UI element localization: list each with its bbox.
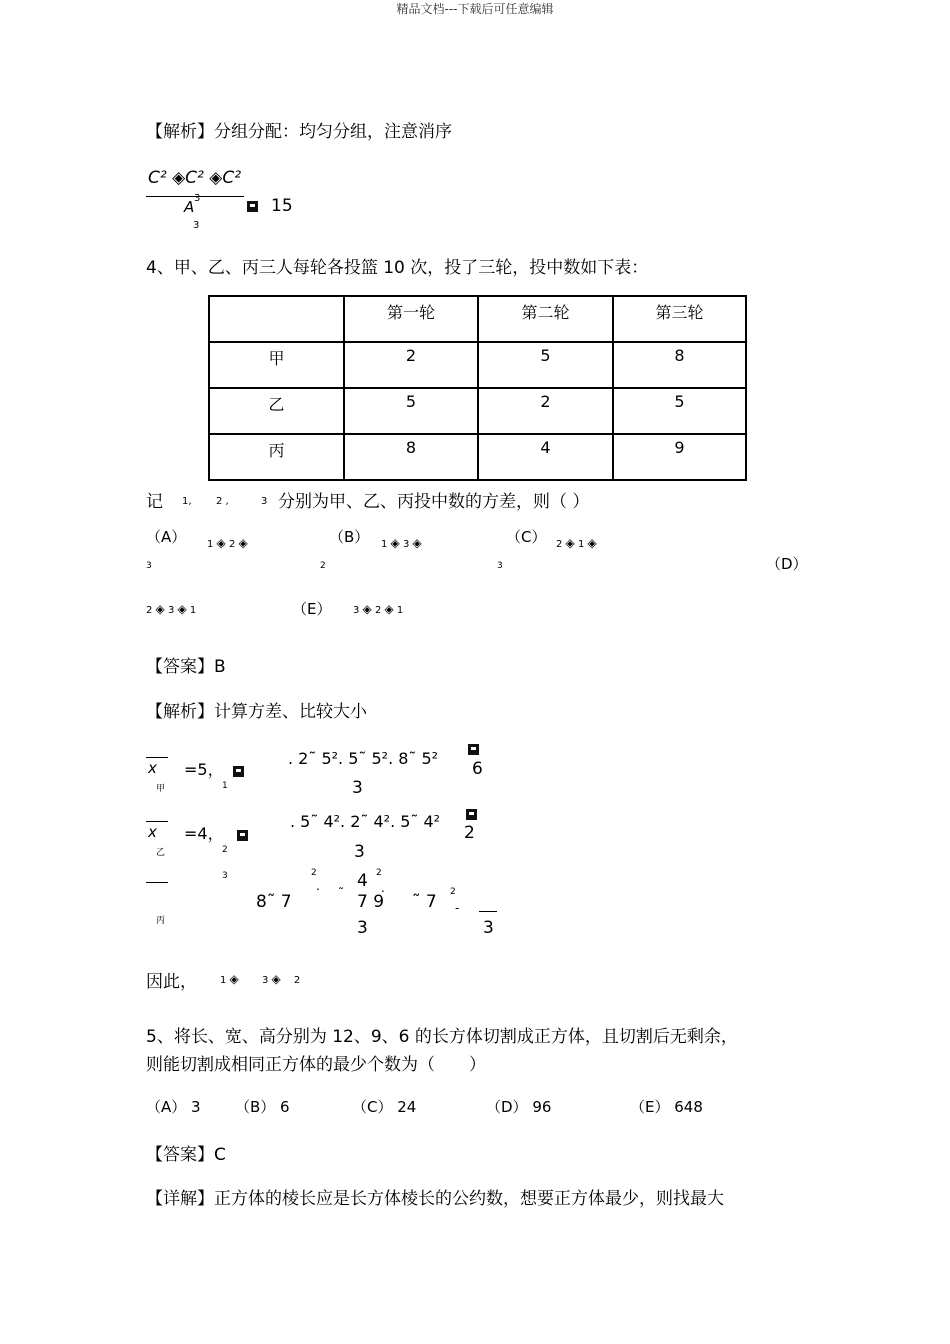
superscript-2: 2 [311, 868, 317, 878]
table-cell: 丙 [209, 434, 344, 480]
dash: - [455, 901, 460, 915]
numerator-3-part-d: ˜ 7 [412, 892, 437, 912]
subscript-3: 3 [261, 496, 268, 507]
question-5-stem-line-2: 则能切割成相同正方体的最少个数为（ ） [146, 1055, 486, 1075]
table-cell: 第二轮 [478, 296, 613, 342]
box-icon [466, 804, 477, 823]
numerator-3-part-b: 8˜ 7 [256, 892, 292, 912]
mean-x-2: x [148, 823, 157, 841]
table-cell: 2 [344, 342, 478, 388]
option-c-tail: 3 [497, 561, 503, 571]
option-d-expr: 2 ◈ 3 ◈ 1 [146, 602, 197, 616]
option-a-label: （A） [146, 528, 187, 546]
option-b-expr: 1 ◈ 3 ◈ [381, 536, 422, 550]
option-b-tail: 2 [320, 561, 326, 571]
table-cell: 8 [344, 434, 478, 480]
table-cell: 4 [478, 434, 613, 480]
superscript-2: 2 [450, 887, 456, 897]
option-c-expr: 2 ◈ 1 ◈ [556, 536, 597, 550]
question-4-analysis: 【解析】计算方差、比较大小 [146, 702, 367, 722]
denominator-2: 3 [354, 842, 365, 862]
table-cell: 8 [613, 342, 746, 388]
mean-subscript-jia: 甲 [156, 784, 166, 794]
mean-bar-icon [146, 882, 168, 883]
denominator-1: 3 [352, 778, 363, 798]
question-5-answer: 【答案】C [146, 1145, 226, 1165]
numerator-1: . 2˜ 5². 5˜ 5². 8˜ 5² [288, 749, 439, 768]
question-5-stem-line-1: 5、将长、宽、高分别为 12、9、6 的长方体切割成正方体，且切割后无剩余， [146, 1027, 738, 1047]
mean-subscript-bing: 丙 [156, 916, 166, 926]
mean-2-value: =4， [184, 824, 224, 843]
table-header-row [209, 296, 746, 342]
dot: . [381, 881, 385, 895]
option-a-expr: 1 ◈ 2 ◈ [207, 536, 248, 550]
option-e-label: （E） [292, 600, 332, 618]
option-b-label: （B） [329, 528, 370, 546]
box-icon [468, 739, 479, 758]
superscript-2: 2 [376, 868, 382, 878]
table-cell: 乙 [209, 388, 344, 434]
question-4-answer: 【答案】B [146, 657, 226, 677]
option-e: （E） 648 [630, 1098, 703, 1116]
tilde: ˜ [338, 886, 344, 900]
table-row [209, 388, 746, 434]
fraction-bar [479, 911, 497, 912]
dot: . [316, 879, 320, 893]
table-cell [209, 296, 344, 342]
analysis-heading: 【解析】分组分配：均匀分组，注意消序 [146, 122, 452, 142]
option-b: （B） 6 [235, 1098, 290, 1116]
table-cell: 甲 [209, 342, 344, 388]
numerator-3-part-c: 7 9 [357, 892, 385, 912]
subscript-1: 1, [182, 496, 192, 507]
subscript-3: 3 [222, 871, 228, 881]
page-header: 精品文档---下载后可任意编辑 [396, 2, 554, 16]
table-cell: 第三轮 [613, 296, 746, 342]
box-icon [233, 761, 244, 780]
table-row [209, 434, 746, 480]
table-cell: 第一轮 [344, 296, 478, 342]
table-cell: 5 [344, 388, 478, 434]
option-c: （C） 24 [352, 1098, 417, 1116]
table-row [209, 342, 746, 388]
result-3: 3 [483, 918, 494, 938]
option-e-expr: 3 ◈ 2 ◈ 1 [353, 602, 404, 616]
option-a-tail: 3 [146, 561, 152, 571]
denominator-3: 3 [357, 918, 368, 938]
option-d: （D） 96 [486, 1098, 552, 1116]
scores-table [208, 295, 747, 481]
equals-box-icon [247, 196, 258, 215]
mean-bar-icon [146, 757, 168, 758]
mean-1-value: =5， [184, 760, 224, 779]
fraction-result: 15 [271, 196, 293, 216]
result-1: 6 [472, 759, 483, 779]
mean-x-1: x [148, 759, 157, 777]
numerator-3-part-a: 4 [357, 871, 368, 891]
table-cell: 5 [478, 342, 613, 388]
option-a: （A） 3 [146, 1098, 201, 1116]
numerator-2: . 5˜ 4². 2˜ 4². 5˜ 4² [290, 812, 441, 831]
denominator-superscript: 3 [194, 193, 201, 204]
conclusion-expr: 1 ◈ 3 ◈ 2 [220, 972, 301, 986]
subscript-2: 2 [222, 845, 228, 855]
fraction-denominator: A [184, 198, 195, 216]
mean-subscript-yi: 乙 [156, 848, 166, 858]
question-5-detail: 【详解】正方体的棱长应是长方体棱长的公约数，想要正方体最少，则找最大 [146, 1189, 724, 1209]
conclusion-text: 因此， [146, 972, 197, 992]
fraction-numerator: C² ◈C² ◈C² [148, 168, 242, 188]
result-2: 2 [464, 823, 475, 843]
variance-note-prefix: 记 [146, 492, 163, 512]
table-cell: 5 [613, 388, 746, 434]
variance-note-text: 分别为甲、乙、丙投中数的方差，则（ ） [278, 492, 590, 512]
box-icon [237, 825, 248, 844]
question-4-stem: 4、甲、乙、丙三人每轮各投篮 10 次，投了三轮，投中数如下表： [146, 258, 649, 278]
table-cell: 2 [478, 388, 613, 434]
mean-bar-icon [146, 821, 168, 822]
subscript-2: 2 , [216, 496, 229, 507]
subscript-1: 1 [222, 781, 228, 791]
table-cell: 9 [613, 434, 746, 480]
option-d-label: （D） [766, 555, 808, 573]
denominator-subscript: 3 [193, 220, 200, 231]
option-c-label: （C） [506, 528, 547, 546]
